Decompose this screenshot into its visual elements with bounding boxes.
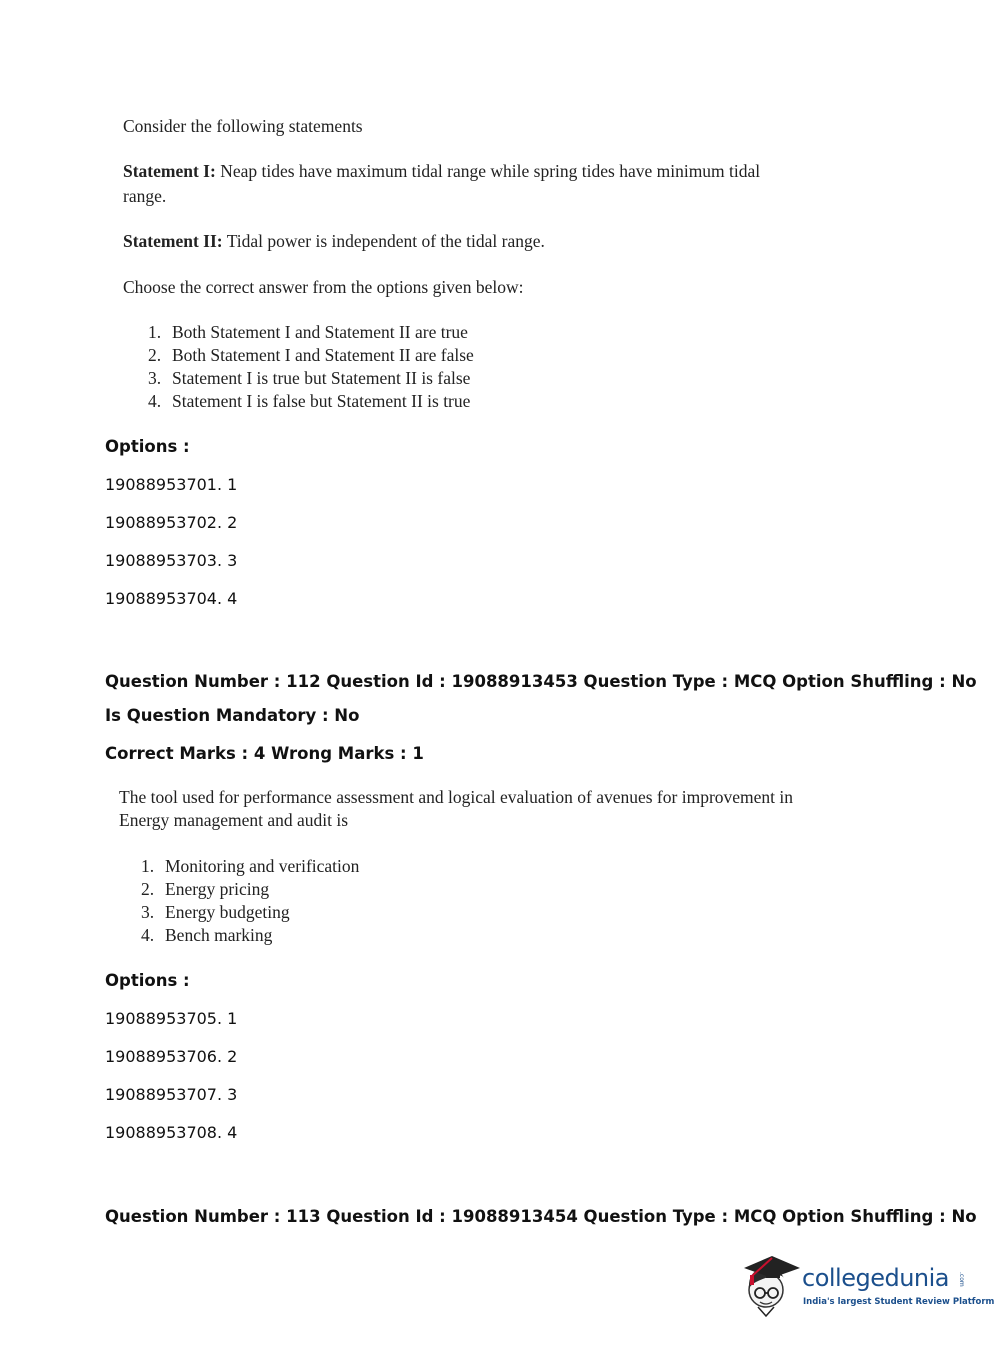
logo-tagline: India's largest Student Review Platform [803, 1297, 995, 1307]
statement-1-label: Statement I: [123, 161, 216, 181]
question-112-header: Question Number : 112 Question Id : 19088913453 Question Type : MCQ Option Shuffling : No [105, 672, 977, 691]
choice-list [141, 855, 359, 947]
options-label: Options : [105, 437, 190, 456]
statement-1 [123, 161, 760, 182]
collegedunia-logo [742, 1250, 995, 1320]
option-item: 19088953704. 4 [105, 589, 238, 608]
option-item: 19088953706. 2 [105, 1047, 238, 1066]
option-item: 19088953708. 4 [105, 1123, 238, 1142]
option-item: 19088953702. 2 [105, 513, 238, 532]
list-item: 3. Statement I is true but Statement II is false [148, 368, 471, 388]
statement-1-text: Neap tides have maximum tidal range while spring tides have minimum tidal [215, 161, 761, 181]
option-item: 19088953705. 1 [105, 1009, 238, 1028]
list-item: 2. Both Statement I and Statement II are false [148, 345, 474, 365]
option-item: 19088953701. 1 [105, 475, 238, 494]
question-text: The tool used for performance assessment and logical evaluation of avenues for improvement in [119, 787, 794, 807]
statement-2 [123, 231, 545, 252]
list-item: 4. Bench marking [141, 925, 273, 945]
question-text-continued: Energy management and audit is [119, 810, 349, 830]
statement-2-label: Statement II: [123, 231, 223, 251]
options-label: Options : [105, 971, 190, 990]
option-item: 19088953707. 3 [105, 1085, 238, 1104]
list-item: 2. Energy pricing [141, 879, 270, 899]
question-instruction: Choose the correct answer from the options given below: [123, 277, 524, 297]
statement-1-continued: range. [123, 186, 167, 206]
graduate-cap-face-icon [742, 1250, 802, 1320]
list-item: 4. Statement I is false but Statement II is true [148, 391, 471, 411]
option-item: 19088953703. 3 [105, 551, 238, 570]
logo-wordmark: collegedunia [802, 1264, 950, 1292]
statement-2-text: Tidal power is independent of the tidal range. [222, 231, 545, 251]
list-item: 1. Both Statement I and Statement II are true [148, 322, 468, 342]
question-intro: Consider the following statements [123, 116, 363, 136]
question-112-mandatory: Is Question Mandatory : No [105, 706, 360, 725]
logo-com-suffix: .com [958, 1272, 965, 1287]
choice-list [148, 321, 474, 413]
list-item: 3. Energy budgeting [141, 902, 290, 922]
question-113-header: Question Number : 113 Question Id : 19088913454 Question Type : MCQ Option Shuffling : No [105, 1207, 977, 1226]
list-item: 1. Monitoring and verification [141, 856, 360, 876]
question-112-marks: Correct Marks : 4 Wrong Marks : 1 [105, 744, 424, 763]
